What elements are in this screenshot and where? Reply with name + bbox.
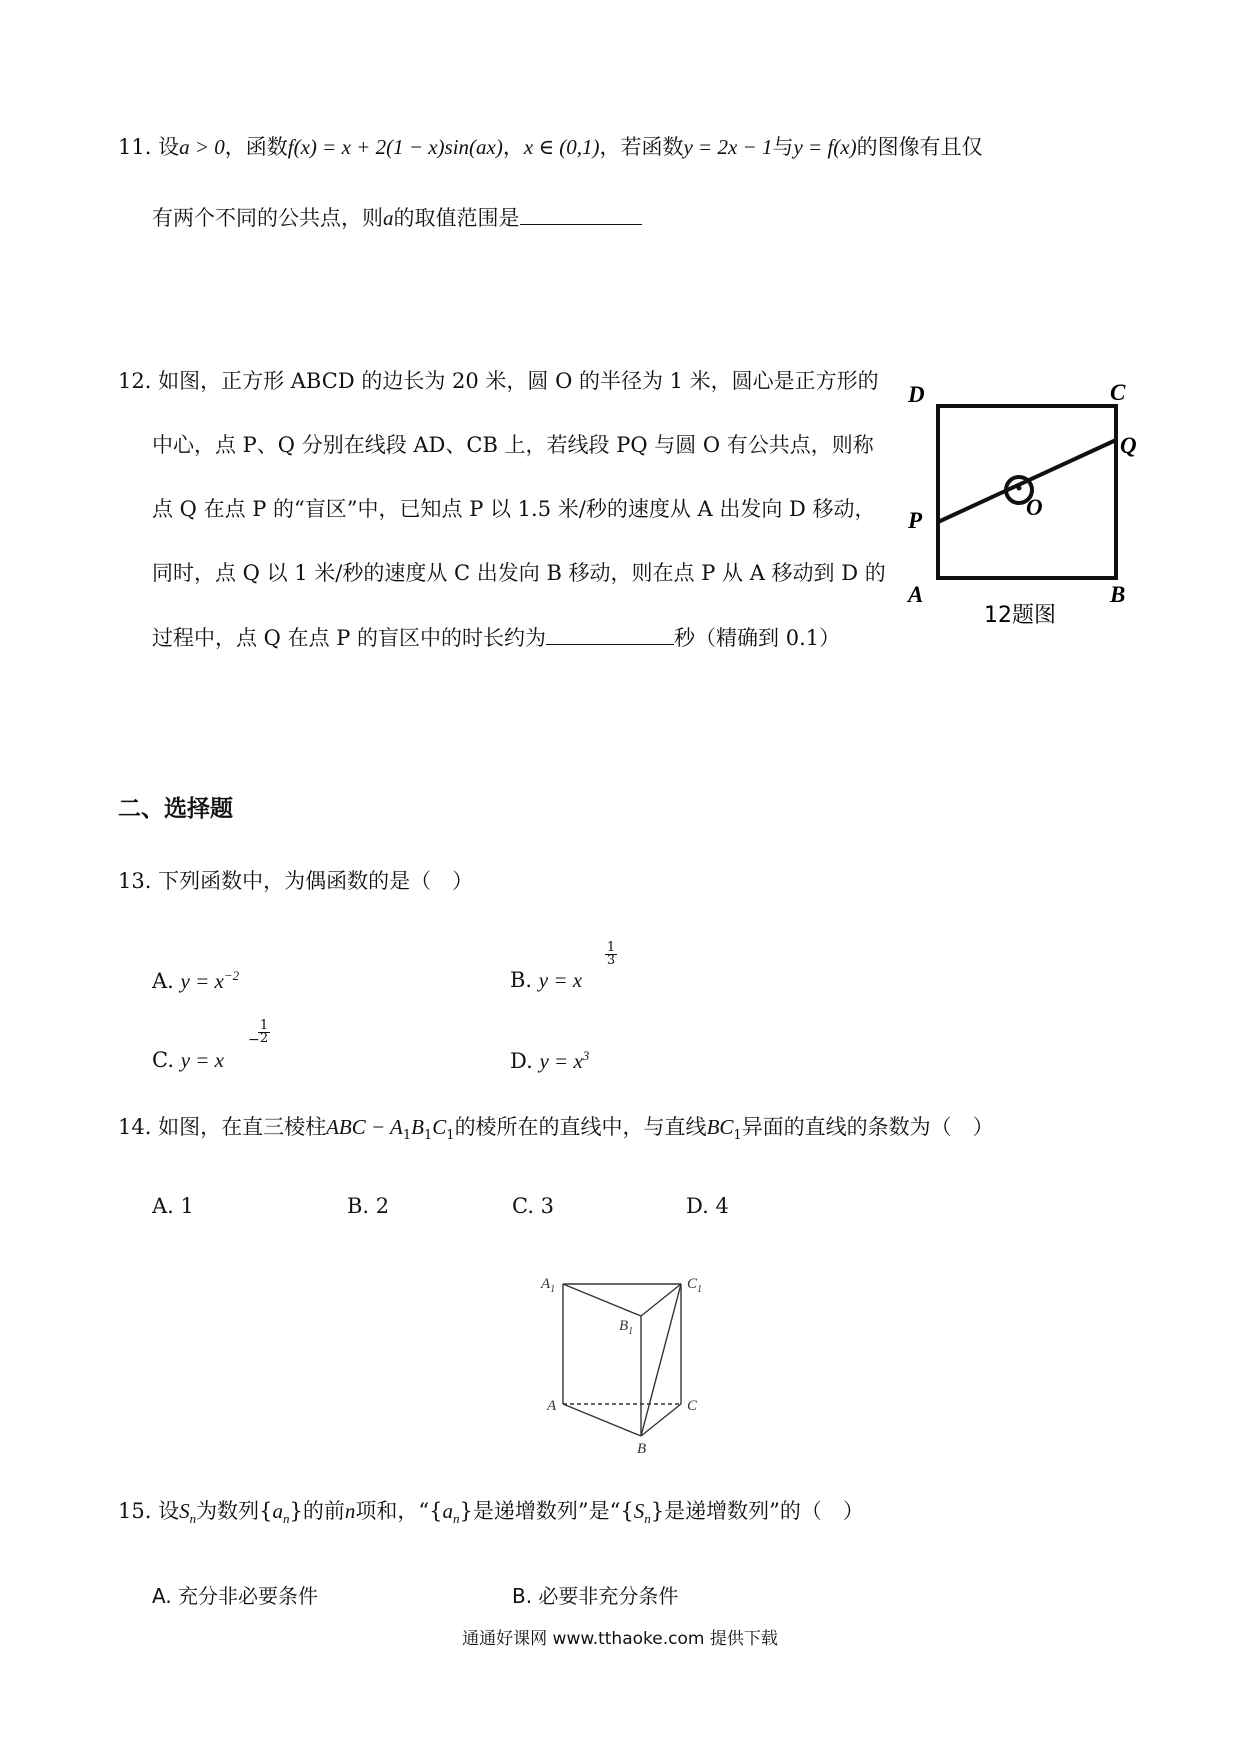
- q14-line: BC: [706, 1115, 734, 1139]
- q11-text: 有两个不同的公共点，则: [152, 206, 383, 230]
- q11-text: 的取值范围是: [393, 206, 520, 230]
- q14-option-a[interactable]: A. 1: [152, 1194, 194, 1218]
- q15-text: 是递增数列”的（ ）: [664, 1499, 864, 1523]
- brace-open: {: [429, 1499, 443, 1523]
- subscript: n: [282, 1511, 290, 1527]
- brace-close: }: [650, 1499, 665, 1523]
- edge-ab: [563, 1404, 641, 1436]
- footer-text: 通通好课网 www.tthaoke.com 提供下载: [462, 1629, 778, 1649]
- label-a: A: [908, 582, 924, 607]
- q14-text: 异面的直线的条数为（ ）: [741, 1115, 994, 1139]
- q15-number: 15.: [118, 1499, 152, 1523]
- option-base: y = x: [180, 1048, 224, 1072]
- q12-line3: [152, 494, 876, 524]
- q15-text: 设: [158, 1499, 180, 1523]
- edge-a1b1: [563, 1284, 641, 1316]
- q14-text: 如图，在直三棱柱: [158, 1115, 327, 1139]
- square-abcd: [938, 406, 1116, 578]
- option-exponent: 3: [582, 1048, 590, 1063]
- label-o: O: [1026, 495, 1043, 520]
- q11-line-eq: y = 2x − 1: [683, 135, 773, 159]
- q12-text: 点 Q 在点 P 的“盲区”中，已知点 P 以 1.5 米/秒的速度从 A 出发向 D 移动，: [152, 497, 876, 521]
- q12-text: 如图，正方形 ABCD 的边长为 20 米，圆 O 的半径为 1 米，圆心是正方形的: [158, 369, 879, 393]
- q15-n: n: [344, 1499, 356, 1523]
- subscript: n: [189, 1511, 197, 1527]
- q15-an: a: [272, 1499, 283, 1523]
- edge-bc: [641, 1404, 681, 1436]
- label-p: P: [908, 508, 923, 533]
- fraction-exponent: [605, 942, 617, 967]
- q13-option-a[interactable]: [152, 968, 239, 994]
- subscript: n: [452, 1511, 460, 1527]
- q14-option-c[interactable]: C. 3: [512, 1194, 555, 1218]
- label-a: A: [547, 1398, 557, 1414]
- exp-numerator: 1: [606, 940, 616, 955]
- q14-number: 14.: [118, 1115, 152, 1139]
- edge-b1c1: [641, 1284, 681, 1316]
- q12-figure: [900, 370, 1160, 640]
- q11-text: ，函数: [224, 135, 288, 159]
- label-b1: $B_1$: [619, 1318, 634, 1337]
- option-base: y = x: [180, 969, 224, 993]
- q12-line1: [118, 366, 879, 396]
- q13-option-c[interactable]: [152, 1018, 269, 1073]
- q12-line4: [152, 558, 886, 588]
- q11-text: 与: [772, 135, 794, 159]
- q11-text: 的图像有且仅: [856, 135, 983, 159]
- subscript: 1: [733, 1128, 742, 1144]
- q11-text: ，若函数: [599, 135, 684, 159]
- q13-text: 下列函数中，为偶函数的是（ ）: [158, 869, 474, 893]
- option-label: B.: [510, 968, 533, 992]
- q14-prism-figure: [535, 1268, 735, 1453]
- option-base: y = x: [538, 968, 583, 992]
- q14-stem: [118, 1112, 994, 1151]
- brace-open: {: [620, 1499, 634, 1523]
- q15-option-b[interactable]: B. 必要非充分条件: [512, 1584, 679, 1608]
- subscript: 1: [402, 1128, 412, 1144]
- q13-option-d[interactable]: [510, 1048, 589, 1074]
- label-q: Q: [1120, 433, 1137, 458]
- fraction-exponent: [258, 1020, 270, 1045]
- option-label: A.: [152, 969, 174, 993]
- q12-text: 秒（精确到 0.1）: [674, 626, 841, 650]
- q11-text: ，: [502, 135, 524, 159]
- q14-prism: C: [432, 1115, 447, 1139]
- q14-option-b[interactable]: B. 2: [347, 1194, 390, 1218]
- q12-answer-blank[interactable]: [546, 622, 674, 645]
- q15-an: a: [442, 1499, 453, 1523]
- exp-numerator: 1: [259, 1018, 269, 1033]
- option-exponent: −2: [223, 968, 240, 983]
- brace-close: }: [459, 1499, 473, 1523]
- q13-option-b[interactable]: [510, 940, 616, 993]
- q12-text: 过程中，点 Q 在点 P 的盲区中的时长约为: [152, 626, 547, 650]
- q15-stem: [118, 1496, 864, 1534]
- q11-function: f(x) = x + 2(1 − x)sin(ax): [287, 135, 503, 159]
- brace-open: {: [259, 1499, 273, 1523]
- q15-text: 是递增数列”是“: [472, 1499, 621, 1523]
- subscript: 1: [423, 1128, 433, 1144]
- q11-variable: a: [383, 206, 394, 230]
- brace-close: }: [289, 1499, 303, 1523]
- q12-number: 12.: [118, 369, 152, 393]
- exp-denominator: 3: [606, 953, 616, 968]
- q12-text: 同时，点 Q 以 1 米/秒的速度从 C 出发向 B 移动，则在点 P 从 A 移动到 D 的: [152, 561, 886, 585]
- label-c: C: [687, 1398, 698, 1414]
- exp-sign: −: [248, 1032, 260, 1048]
- subscript: n: [644, 1511, 651, 1527]
- q11-number: 11.: [118, 135, 152, 159]
- label-d: D: [908, 382, 925, 407]
- label-a1: $A_1$: [541, 1276, 556, 1295]
- q12-line5: [152, 622, 840, 653]
- q13-number: 13.: [118, 869, 152, 893]
- q11-line1: [118, 132, 983, 162]
- q11-answer-blank[interactable]: [520, 202, 642, 225]
- subscript: 1: [446, 1128, 455, 1144]
- section-title: 二、选择题: [118, 796, 233, 822]
- figure-caption: 12题图: [984, 603, 1056, 628]
- q15-text: 项和，“: [355, 1499, 430, 1523]
- q14-option-d[interactable]: D. 4: [686, 1194, 729, 1218]
- option-base: y = x: [539, 1049, 583, 1073]
- option-label: D.: [510, 1049, 533, 1073]
- q12-text: 中心，点 P、Q 分别在线段 AD、CB 上，若线段 PQ 与圆 O 有公共点，则称: [152, 433, 874, 457]
- q15-text: 的前: [302, 1499, 345, 1523]
- option-label: C.: [152, 1048, 174, 1072]
- q13-stem: [118, 866, 473, 896]
- label-c1: $C_1$: [687, 1276, 703, 1295]
- exp-denominator: 2: [259, 1031, 269, 1046]
- label-c: C: [1110, 380, 1126, 405]
- q11-line2: [152, 202, 642, 233]
- q15-option-a[interactable]: A. 充分非必要条件: [152, 1584, 319, 1608]
- q15-sn: S: [633, 1499, 645, 1523]
- q11-domain: x ∈ (0,1): [523, 135, 600, 159]
- label-b: B: [637, 1441, 647, 1453]
- q15-sn: S: [179, 1499, 190, 1523]
- q15-text: 为数列: [196, 1499, 260, 1523]
- center-o: [1017, 486, 1022, 491]
- edge-bc1: [641, 1284, 681, 1436]
- q11-text: 设: [158, 135, 180, 159]
- q14-prism: ABC − A: [326, 1115, 403, 1139]
- q11-condition: a > 0: [179, 135, 225, 159]
- q14-prism: B: [411, 1115, 424, 1139]
- q14-text: 的棱所在的直线中，与直线: [454, 1115, 707, 1139]
- label-b: B: [1110, 582, 1126, 607]
- q11-graph-eq: y = f(x): [793, 135, 857, 159]
- q12-line2: [152, 430, 874, 460]
